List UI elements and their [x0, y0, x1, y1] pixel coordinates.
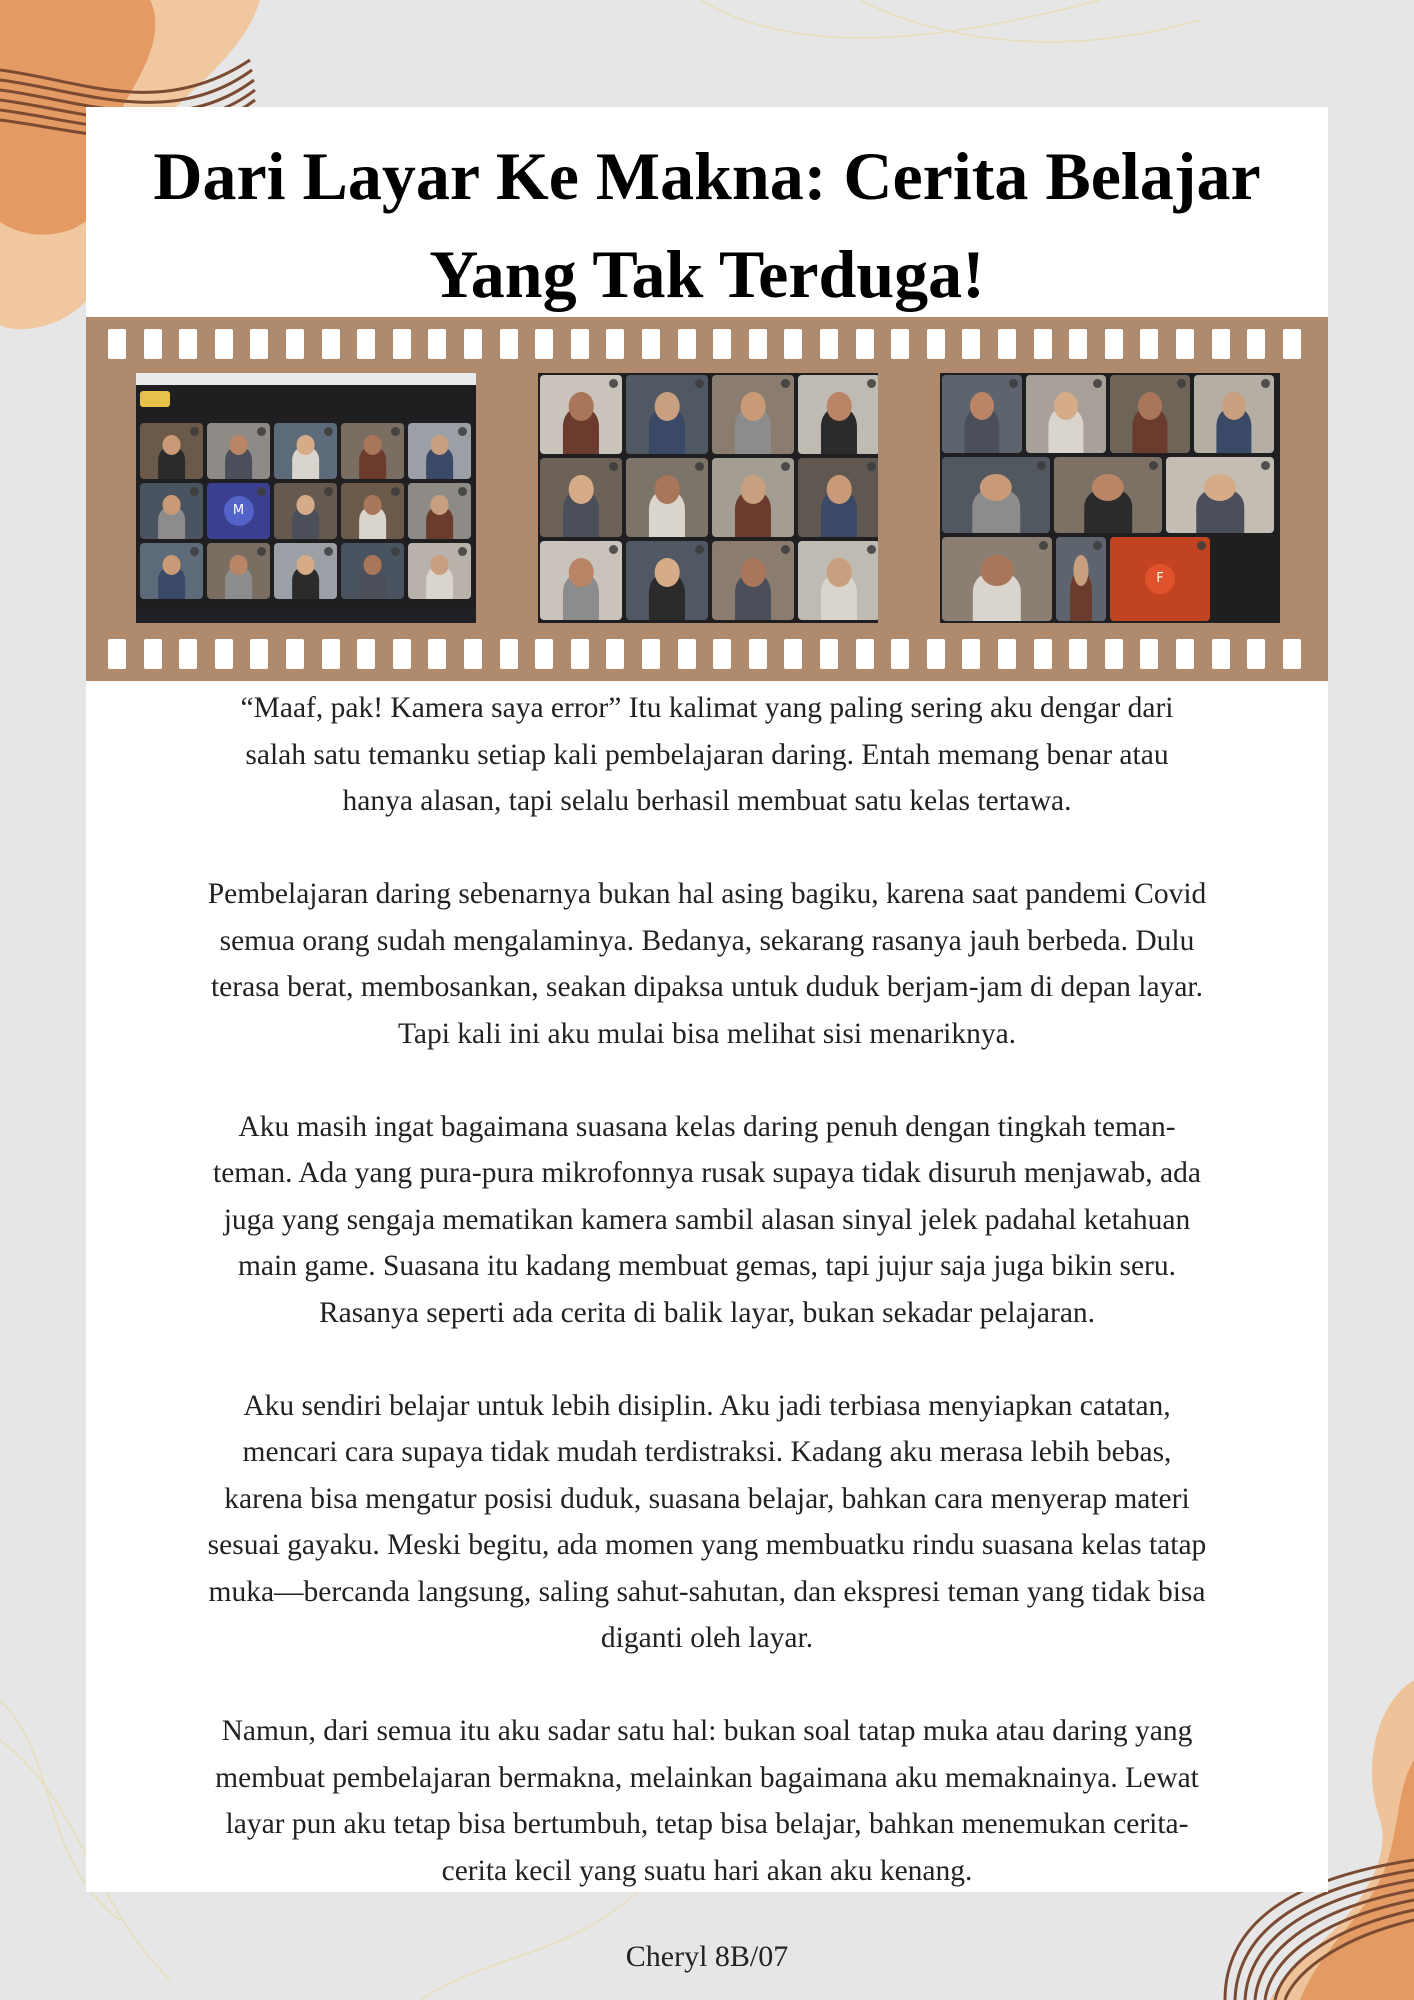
paragraph-line: karena bisa mengatur posisi duduk, suasana belajar, bahkan cara menyerap materi: [224, 1482, 1190, 1515]
mic-off-icon: [1093, 379, 1102, 388]
participant-tile: [1026, 375, 1106, 453]
mic-off-icon: [391, 547, 400, 556]
film-sprocket-hole: [1140, 329, 1158, 359]
avatar-icon: F: [1145, 564, 1175, 594]
participant-tile: [626, 541, 708, 620]
participant-tile: [274, 423, 337, 479]
meeting-toolbar-icon: [140, 391, 170, 407]
film-sprocket-hole: [1069, 639, 1087, 669]
participant-tile: [408, 543, 471, 599]
participant-tile: [274, 543, 337, 599]
film-sprocket-hole: [571, 639, 589, 669]
film-sprocket-hole: [250, 639, 268, 669]
film-sprocket-hole: [144, 329, 162, 359]
mic-off-icon: [190, 427, 199, 436]
participant-head: [430, 555, 449, 575]
mic-off-icon: [867, 462, 876, 471]
film-sprocket-hole: [749, 329, 767, 359]
film-sprocket-hole: [108, 639, 126, 669]
film-sprocket-hole: [998, 329, 1016, 359]
film-sprocket-hole: [1105, 329, 1123, 359]
mic-off-icon: [257, 547, 266, 556]
paragraph-line: semua orang sudah mengalaminya. Bedanya, sekarang rasanya jauh berbeda. Dulu: [219, 924, 1195, 957]
film-sprocket-hole: [286, 639, 304, 669]
film-sprocket-hole: [891, 329, 909, 359]
film-sprocket-hole: [393, 329, 411, 359]
participant-head: [1074, 555, 1089, 585]
film-sprocket-hole: [1283, 329, 1301, 359]
film-holes-bottom: [86, 639, 1328, 671]
film-sprocket-hole: [962, 329, 980, 359]
participant-head: [430, 435, 449, 455]
participant-head: [970, 392, 994, 420]
mic-off-icon: [458, 427, 467, 436]
film-sprocket-hole: [464, 639, 482, 669]
participant-head: [1054, 392, 1078, 420]
film-sprocket-hole: [1283, 639, 1301, 669]
film-sprocket-hole: [215, 639, 233, 669]
participant-tile: [207, 423, 270, 479]
mic-off-icon: [391, 427, 400, 436]
film-sprocket-hole: [500, 639, 518, 669]
title-line-1: Dari Layar Ke Makna: Cerita Belajar: [153, 138, 1261, 214]
film-sprocket-hole: [606, 329, 624, 359]
mic-off-icon: [257, 487, 266, 496]
participant-tile: [140, 483, 203, 539]
paragraph-line: main game. Suasana itu kadang membuat gemas, tapi jujur saja juga bikin seru.: [237, 1250, 1177, 1282]
film-sprocket-hole: [286, 329, 304, 359]
paragraph: [86, 1104, 1328, 1337]
participant-tile: [1056, 537, 1106, 621]
film-sprocket-hole: [500, 329, 518, 359]
participant-head: [827, 392, 852, 420]
mic-off-icon: [1197, 541, 1206, 550]
participant-tile: [798, 375, 878, 454]
participant-head: [655, 475, 680, 503]
participant-tile: [1110, 375, 1190, 453]
film-sprocket-hole: [1034, 329, 1052, 359]
paragraph: [86, 1708, 1328, 1894]
participant-tile: [207, 543, 270, 599]
participant-tile: [408, 483, 471, 539]
mic-off-icon: [695, 379, 704, 388]
title-line-2: Yang Tak Terduga!: [429, 236, 985, 312]
participant-head: [296, 495, 315, 515]
participant-head: [1222, 392, 1246, 420]
film-sprocket-hole: [428, 639, 446, 669]
participant-head: [981, 555, 1014, 585]
paragraph: [86, 685, 1328, 825]
participant-tile: [274, 483, 337, 539]
film-sprocket-hole: [179, 639, 197, 669]
participant-head: [569, 392, 594, 420]
mic-off-icon: [458, 487, 467, 496]
film-sprocket-hole: [856, 639, 874, 669]
film-sprocket-hole: [1034, 639, 1052, 669]
participant-head: [162, 435, 181, 455]
mic-off-icon: [257, 427, 266, 436]
mic-off-icon: [781, 379, 790, 388]
mic-off-icon: [781, 545, 790, 554]
film-sprocket-hole: [678, 639, 696, 669]
paragraph-line: Namun, dari semua itu aku sadar satu hal: bukan soal tatap muka atau daring yang: [221, 1715, 1193, 1747]
mic-off-icon: [695, 462, 704, 471]
participant-tile: [408, 423, 471, 479]
meeting-controls-bar: [136, 609, 476, 623]
paragraph-line: diganti oleh layar.: [600, 1622, 814, 1654]
paragraph-line: “Maaf, pak! Kamera saya error” Itu kalimat yang paling sering aku dengar dari: [240, 692, 1174, 724]
paragraph-line: layar pun aku tetap bisa bertumbuh, tetap bisa belajar, bahkan menemukan cerita-: [225, 1808, 1189, 1840]
mic-off-icon: [324, 487, 333, 496]
mic-off-icon: [1261, 461, 1270, 470]
mic-off-icon: [324, 547, 333, 556]
paragraph-line: juga yang sengaja mematikan kamera sambil alasan sinyal jelek padahal ketahuan: [223, 1203, 1191, 1236]
mic-off-icon: [609, 462, 618, 471]
participant-tile: [140, 543, 203, 599]
film-sprocket-hole: [357, 329, 375, 359]
film-sprocket-hole: [784, 329, 802, 359]
film-sprocket-hole: [1212, 639, 1230, 669]
participant-tile: [712, 375, 794, 454]
film-sprocket-hole: [642, 639, 660, 669]
mic-off-icon: [609, 545, 618, 554]
film-sprocket-hole: [1212, 329, 1230, 359]
participant-tile: [540, 458, 622, 537]
participant-head: [1138, 392, 1162, 420]
film-sprocket-hole: [927, 639, 945, 669]
film-sprocket-hole: [428, 329, 446, 359]
participant-head: [229, 435, 248, 455]
article-card: [86, 107, 1328, 1892]
participant-tile: [798, 541, 878, 620]
film-sprocket-hole: [820, 639, 838, 669]
paragraph-line: Aku sendiri belajar untuk lebih disiplin. Aku jadi terbiasa menyiapkan catatan,: [243, 1389, 1171, 1422]
film-holes-top: [86, 329, 1328, 361]
participant-tile: [942, 375, 1022, 453]
film-sprocket-hole: [215, 329, 233, 359]
participant-tile: [1194, 375, 1274, 453]
mic-off-icon: [1261, 379, 1270, 388]
film-sprocket-hole: [535, 639, 553, 669]
mic-off-icon: [1177, 379, 1186, 388]
participant-head: [827, 558, 852, 586]
mic-off-icon: [867, 545, 876, 554]
participant-tile: [626, 458, 708, 537]
film-sprocket-hole: [749, 639, 767, 669]
film-sprocket-hole: [1176, 639, 1194, 669]
avatar-icon: M: [224, 496, 254, 526]
participant-tile: [942, 457, 1050, 533]
film-sprocket-hole: [606, 639, 624, 669]
paragraph-line: teman. Ada yang pura-pura mikrofonnya rusak supaya tidak disuruh menjawab, ada: [213, 1157, 1201, 1189]
film-sprocket-hole: [820, 329, 838, 359]
paragraph-line: membuat pembelajaran bermakna, melainkan bagaimana aku memaknainya. Lewat: [215, 1761, 1199, 1794]
participant-tile: [341, 543, 404, 599]
film-sprocket-hole: [962, 639, 980, 669]
video-call-screenshot-1: [136, 373, 476, 623]
film-sprocket-hole: [1069, 329, 1087, 359]
film-sprocket-hole: [1247, 639, 1265, 669]
film-sprocket-hole: [856, 329, 874, 359]
video-call-screenshot-3: [940, 373, 1280, 623]
film-sprocket-hole: [144, 639, 162, 669]
paragraph-line: terasa berat, membosankan, seakan dipaksa untuk duduk berjam-jam di depan layar.: [210, 971, 1203, 1003]
participant-head: [229, 555, 248, 575]
article-body: [86, 685, 1328, 1941]
participant-tile: [341, 483, 404, 539]
participant-tile: [712, 541, 794, 620]
participant-head: [162, 555, 181, 575]
film-sprocket-hole: [1140, 639, 1158, 669]
mic-off-icon: [1037, 461, 1046, 470]
participant-head: [296, 435, 315, 455]
mic-off-icon: [458, 547, 467, 556]
film-sprocket-hole: [891, 639, 909, 669]
video-call-screenshot-2: [538, 373, 878, 623]
film-sprocket-hole: [642, 329, 660, 359]
participant-head: [569, 475, 594, 503]
author-signature: Cheryl 8B/07: [625, 1940, 789, 1973]
paragraph-line: sesuai gayaku. Meski begitu, ada momen yang membuatku rindu suasana kelas tatap: [207, 1529, 1207, 1561]
mic-off-icon: [609, 379, 618, 388]
participant-head: [296, 555, 315, 575]
film-sprocket-hole: [927, 329, 945, 359]
film-strip: [86, 317, 1328, 681]
participant-tile: [712, 458, 794, 537]
participant-tile: [207, 483, 270, 539]
mic-off-icon: [324, 427, 333, 436]
participant-tile: [1110, 537, 1210, 621]
film-sprocket-hole: [322, 639, 340, 669]
film-sprocket-hole: [357, 639, 375, 669]
participant-head: [741, 392, 766, 420]
paragraph-line: mencari cara supaya tidak mudah terdistraksi. Kadang aku merasa lebih bebas,: [242, 1436, 1172, 1468]
mic-off-icon: [190, 487, 199, 496]
film-sprocket-hole: [1247, 329, 1265, 359]
mic-off-icon: [1009, 379, 1018, 388]
participant-tile: [1054, 457, 1162, 533]
paragraph: [86, 1383, 1328, 1662]
paragraph-line: cerita kecil yang suatu hari akan aku kenang.: [441, 1854, 973, 1887]
film-sprocket-hole: [713, 639, 731, 669]
participant-head: [741, 558, 766, 586]
participant-head: [741, 475, 766, 503]
participant-head: [655, 392, 680, 420]
film-sprocket-hole: [108, 329, 126, 359]
mic-off-icon: [391, 487, 400, 496]
film-sprocket-hole: [179, 329, 197, 359]
participant-head: [363, 495, 382, 515]
mic-off-icon: [1039, 541, 1048, 550]
film-sprocket-hole: [998, 639, 1016, 669]
participant-head: [569, 558, 594, 586]
film-sprocket-hole: [713, 329, 731, 359]
film-sprocket-hole: [535, 329, 553, 359]
paragraph-line: hanya alasan, tapi selalu berhasil membuat satu kelas tertawa.: [342, 785, 1072, 817]
participant-head: [363, 555, 382, 575]
participant-tile: [540, 375, 622, 454]
film-sprocket-hole: [1176, 329, 1194, 359]
film-sprocket-hole: [784, 639, 802, 669]
film-sprocket-hole: [571, 329, 589, 359]
paragraph: [86, 871, 1328, 1057]
participant-tile: [1166, 457, 1274, 533]
participant-head: [827, 475, 852, 503]
paragraph-line: Tapi kali ini aku mulai bisa melihat sisi menariknya.: [397, 1017, 1017, 1050]
mic-off-icon: [1149, 461, 1158, 470]
participant-head: [430, 495, 449, 515]
participant-tile: [540, 541, 622, 620]
paragraph-line: salah satu temanku setiap kali pembelajaran daring. Entah memang benar atau: [245, 738, 1169, 771]
page-title: [86, 127, 1328, 323]
participant-head: [363, 435, 382, 455]
mic-off-icon: [781, 462, 790, 471]
participant-tile: [140, 423, 203, 479]
mic-off-icon: [867, 379, 876, 388]
film-sprocket-hole: [678, 329, 696, 359]
participant-head: [655, 558, 680, 586]
mic-off-icon: [1093, 541, 1102, 550]
participant-tile: [798, 458, 878, 537]
mic-off-icon: [695, 545, 704, 554]
paragraph-line: Aku masih ingat bagaimana suasana kelas daring penuh dengan tingkah teman-: [238, 1110, 1176, 1143]
participant-head: [162, 495, 181, 515]
participant-tile: [341, 423, 404, 479]
film-sprocket-hole: [393, 639, 411, 669]
film-sprocket-hole: [322, 329, 340, 359]
paragraph-line: muka—bercanda langsung, saling sahut-sahutan, dan ekspresi teman yang tidak bisa: [208, 1575, 1206, 1608]
participant-tile: [942, 537, 1052, 621]
participant-tile: [626, 375, 708, 454]
browser-bookmarks-bar: [136, 373, 476, 385]
film-sprocket-hole: [464, 329, 482, 359]
mic-off-icon: [190, 547, 199, 556]
film-sprocket-hole: [250, 329, 268, 359]
paragraph-line: Pembelajaran daring sebenarnya bukan hal asing bagiku, karena saat pandemi Covid: [207, 878, 1207, 910]
film-sprocket-hole: [1105, 639, 1123, 669]
paragraph-line: Rasanya seperti ada cerita di balik layar, bukan sekadar pelajaran.: [318, 1296, 1096, 1329]
